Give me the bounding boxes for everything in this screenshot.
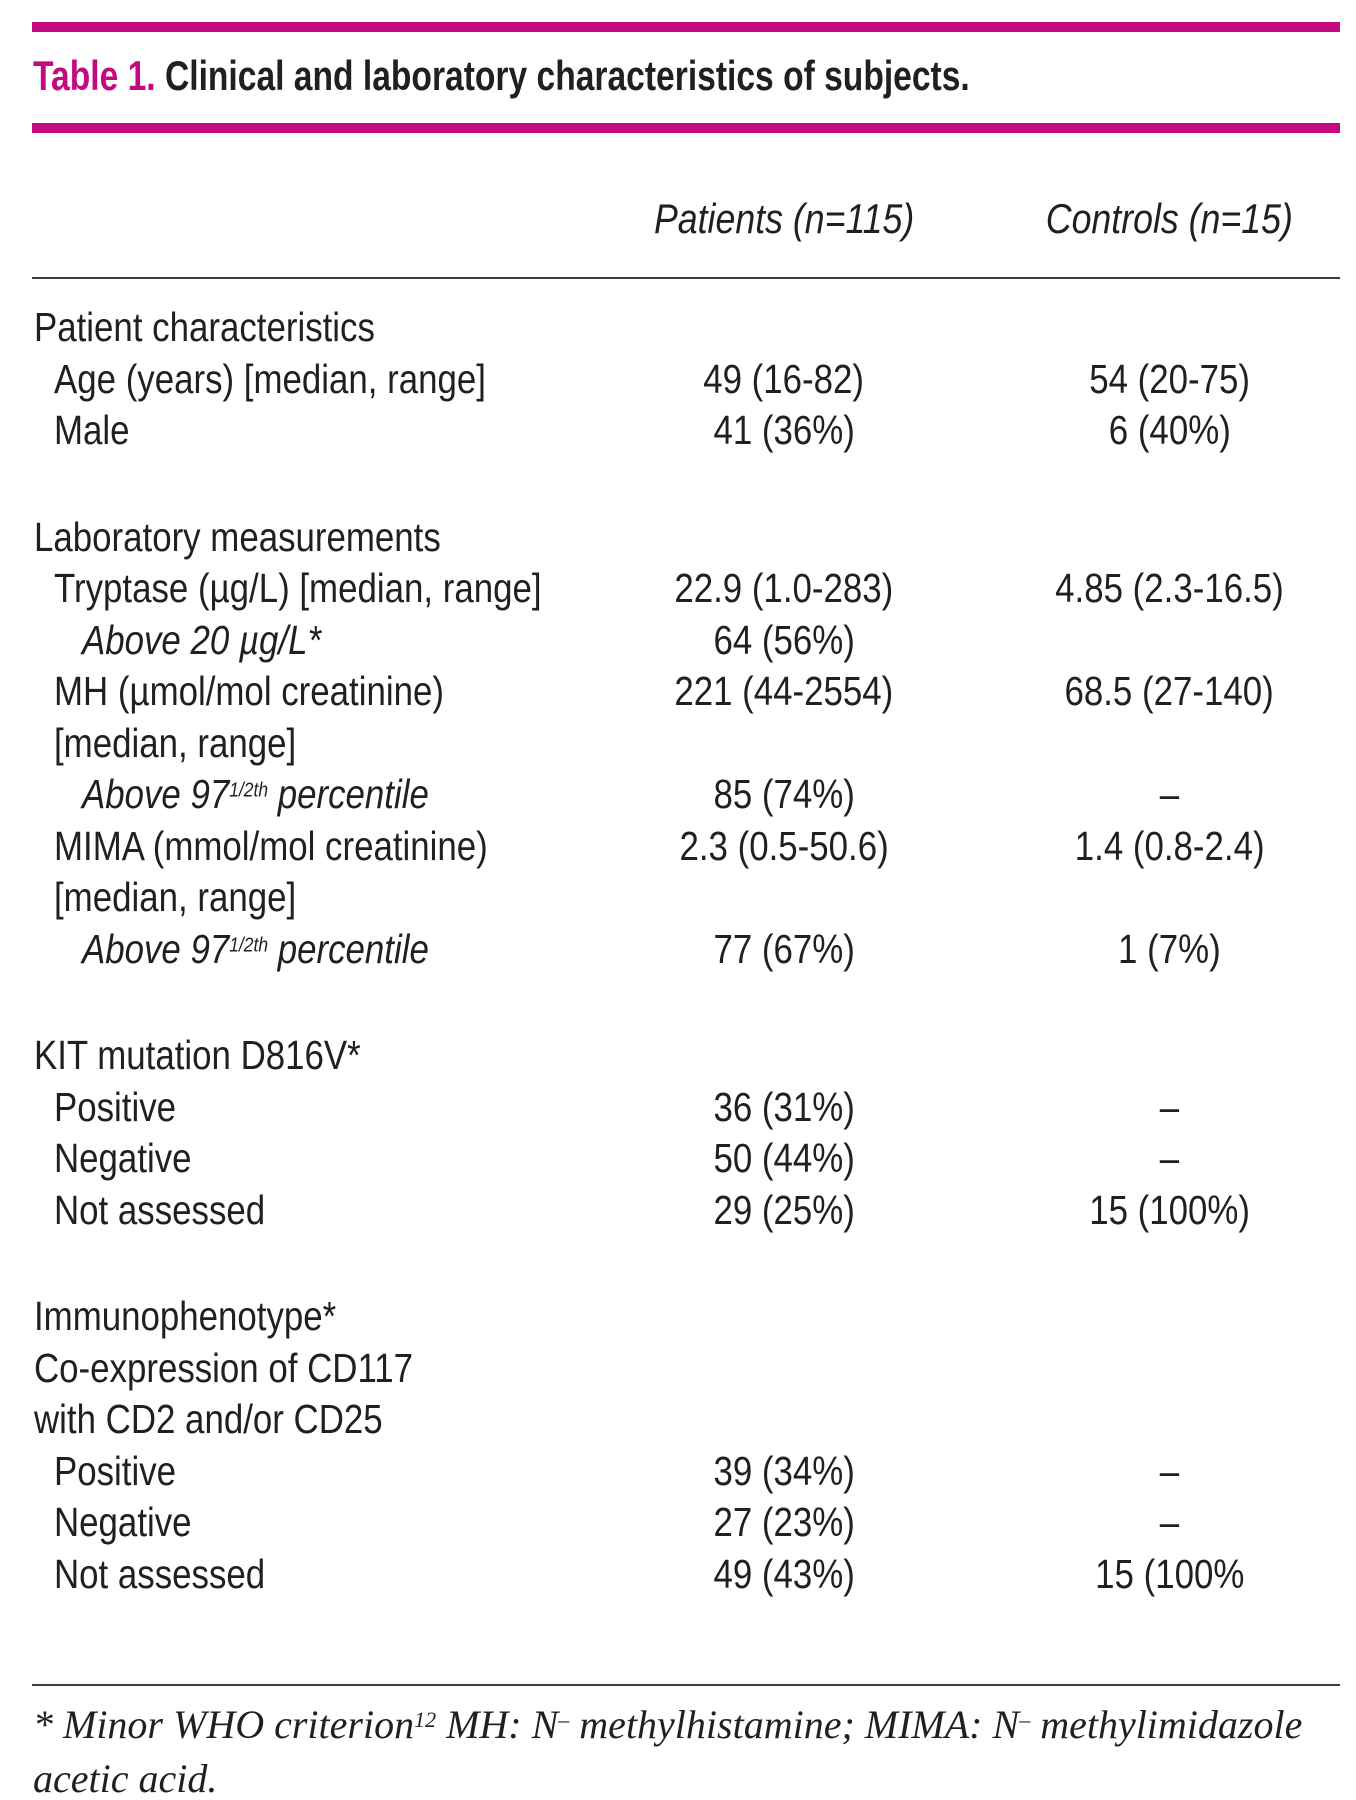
row-label: Male [54,407,130,453]
table-row [32,1082,1340,1134]
section-gap [32,975,1340,1030]
footnote-line-2: acetic acid. [33,1756,218,1800]
row-label: KIT mutation D816V* [34,1032,361,1078]
table-row [32,1185,1340,1237]
table-row [32,1394,1340,1446]
controls-value [949,1343,1340,1395]
patients-value: 50 (44%) [713,1135,855,1181]
table-row [32,1291,1340,1343]
patients-value [619,872,949,924]
controls-value: 54 (20-75) [1089,355,1250,402]
controls-value: 1.4 (0.8-2.4) [1074,822,1265,869]
row-label: Above $97^{1/2th}$ percentile [82,925,429,972]
controls-value [949,1030,1340,1082]
table-row [32,1549,1340,1601]
row-label: Age (years) [median, range] [54,355,486,402]
controls-value: 68.5 (27-140) [1064,668,1275,714]
row-label: Positive [54,1447,177,1494]
row-label: with CD2 and/or CD25 [34,1396,383,1442]
patients-value: 49 (16-82) [703,355,865,402]
row-label: Above 20 µg/L* [82,616,322,663]
section-gap [32,1236,1340,1291]
controls-value [949,718,1340,770]
controls-value: – [1159,1135,1180,1181]
row-label: Above $97^{1/2th}$ percentile [82,771,429,817]
table-row [32,615,1340,667]
patients-value: 39 (34%) [713,1447,855,1494]
row-label: MH (µmol/mol creatinine) [54,668,444,714]
table-row [32,405,1340,457]
patients-value: 2.3 (0.5-50.6) [679,822,889,869]
patients-value: 49 (43%) [713,1550,855,1597]
row-label: MIMA (mmol/mol creatinine) [54,822,488,869]
controls-value: 1 (7%) [1118,925,1221,972]
patients-value: 27 (23%) [713,1499,855,1545]
top-accent-rule [32,22,1340,32]
controls-value [949,1291,1340,1343]
row-label: Negative [54,1135,192,1181]
column-header-controls: Controls (n=15) [1045,195,1294,242]
row-label: [median, range] [54,874,297,920]
table-row [32,924,1340,976]
table-row [32,1343,1340,1395]
controls-value [949,872,1340,924]
table-row [32,302,1340,354]
row-label: Co-expression of CD117 [34,1344,414,1391]
table-row [32,872,1340,924]
header-divider-rule [32,277,1340,279]
table-footnote [33,1698,1302,1800]
patients-value: 22.9 (1.0-283) [674,565,894,611]
row-label: Not assessed [54,1186,266,1233]
controls-value: 15 (100% [1094,1550,1245,1597]
patients-value [619,1030,949,1082]
controls-value [949,1394,1340,1446]
table-row [32,563,1340,615]
controls-value: 15 (100%) [1089,1186,1250,1233]
table-title [33,54,1204,98]
row-label: [median, range] [54,719,297,766]
table-row [32,354,1340,406]
section-gap [32,457,1340,512]
row-label: Patient characteristics [34,304,375,350]
table-row [32,718,1340,770]
table-row [32,512,1340,564]
controls-value: – [1159,1447,1180,1494]
column-header-patients: Patients (n=115) [653,195,915,242]
patients-value: 221 (44-2554) [674,668,894,714]
patients-value: 64 (56%) [713,616,855,663]
title-bottom-accent-rule [32,123,1340,133]
table-body [32,302,1340,1600]
controls-value: – [1159,1499,1180,1545]
patients-value [619,1394,949,1446]
controls-value: 4.85 (2.3-16.5) [1055,565,1284,611]
row-label: Negative [54,1499,192,1545]
patients-value [619,1343,949,1395]
patients-value: 85 (74%) [713,771,855,817]
table-row [32,1030,1340,1082]
controls-value [949,302,1340,354]
column-header-empty [32,196,619,242]
footer-divider-rule [32,1684,1340,1686]
controls-value: – [1159,1083,1180,1130]
table-row [32,666,1340,718]
patients-value: 41 (36%) [713,407,855,453]
patients-value [619,718,949,770]
patients-value [619,1291,949,1343]
patients-value [619,512,949,564]
patients-value: 77 (67%) [713,925,855,972]
controls-value [949,615,1340,667]
column-header-row [32,196,1340,242]
table-row [32,769,1340,821]
table-row [32,821,1340,873]
controls-value [949,512,1340,564]
footnote-line-1: * Minor WHO criterion$^{12}$ MH: N– methylhistamine; MIMA: N– methylimidazole [33,1702,1303,1747]
row-label: Not assessed [54,1550,266,1597]
table-row [32,1133,1340,1185]
row-label: Tryptase (µg/L) [median, range] [54,565,542,611]
table-row [32,1446,1340,1498]
row-label: Laboratory measurements [34,513,441,560]
row-label: Positive [54,1083,177,1130]
controls-value: 6 (40%) [1108,407,1231,453]
row-label: Immunophenotype* [34,1293,337,1339]
patients-value [619,302,949,354]
table-row [32,1497,1340,1549]
table-title-text: Clinical and laboratory characteristics of subjects. [164,52,970,99]
patients-value: 29 (25%) [713,1186,855,1233]
table-number-label: Table 1. [33,52,156,99]
patients-value: 36 (31%) [713,1083,855,1130]
controls-value: – [1159,771,1180,817]
